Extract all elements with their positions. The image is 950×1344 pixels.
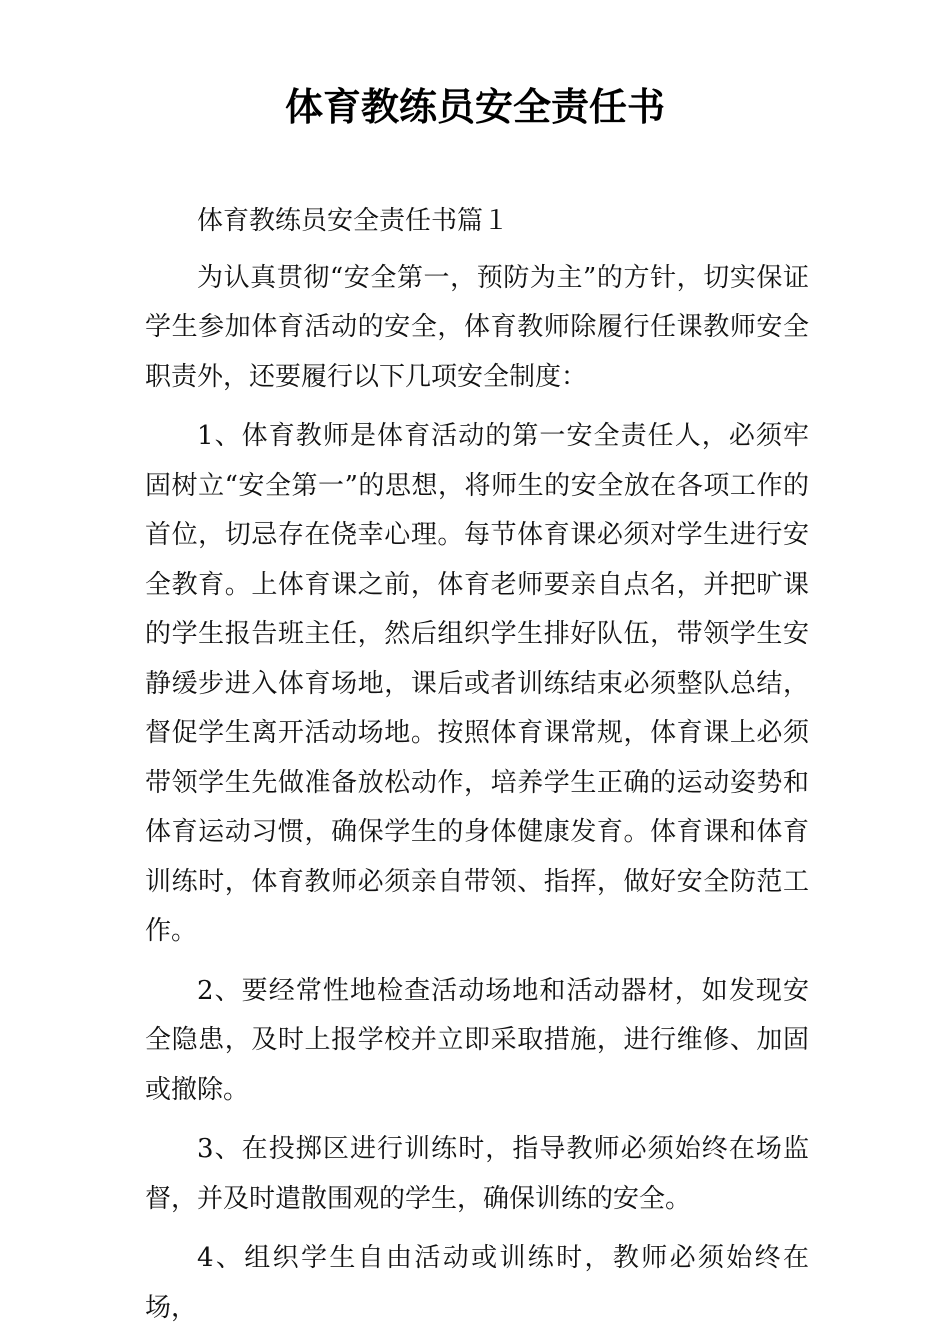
paragraph-item-3: 3、在投掷区进行训练时，指导教师必须始终在场监督，并及时遣散围观的学生，确保训练的安全。 xyxy=(145,1134,809,1214)
document-title: 体育教练员安全责任书 xyxy=(284,85,665,129)
paragraph-item-4: 4、组织学生自由活动或训练时，教师必须始终在场， xyxy=(145,1243,809,1323)
paragraph-item-1: 1、体育教师是体育活动的第一安全责任人，必须牢固树立“安全第一”的思想，将师生的安全放在各项工作的首位，切忌存在侥幸心理。每节体育课必须对学生进行安全教育。上体育课之前，体育老师要亲自点名，并把旷课的学生报告班主任，然后组织学生排好队伍，带领学生安静缓步进入体育场地，课后或者训练结束必须整队总结，督促学生离开活动场地。按照体育课常规，体育课上必须带领学生先做准备放松动作，培养学生正确的运动姿势和体育运动习惯，确保学生的身体健康发育。体育课和体育训练时，体育教师必须亲自带领、指挥，做好安全防范工作。 xyxy=(145,421,809,946)
paragraph-item-2: 2、要经常性地检查活动场地和活动器材，如发现安全隐患，及时上报学校并立即采取措施，进行维修、加固或撤除。 xyxy=(145,975,809,1105)
document-body xyxy=(145,197,809,1333)
document-subtitle: 体育教练员安全责任书篇１ xyxy=(197,206,510,236)
paragraph-intro: 为认真贯彻“安全第一，预防为主”的方针，切实保证学生参加体育活动的安全，体育教师除履行任课教师安全职责外，还要履行以下几项安全制度： xyxy=(145,262,809,392)
